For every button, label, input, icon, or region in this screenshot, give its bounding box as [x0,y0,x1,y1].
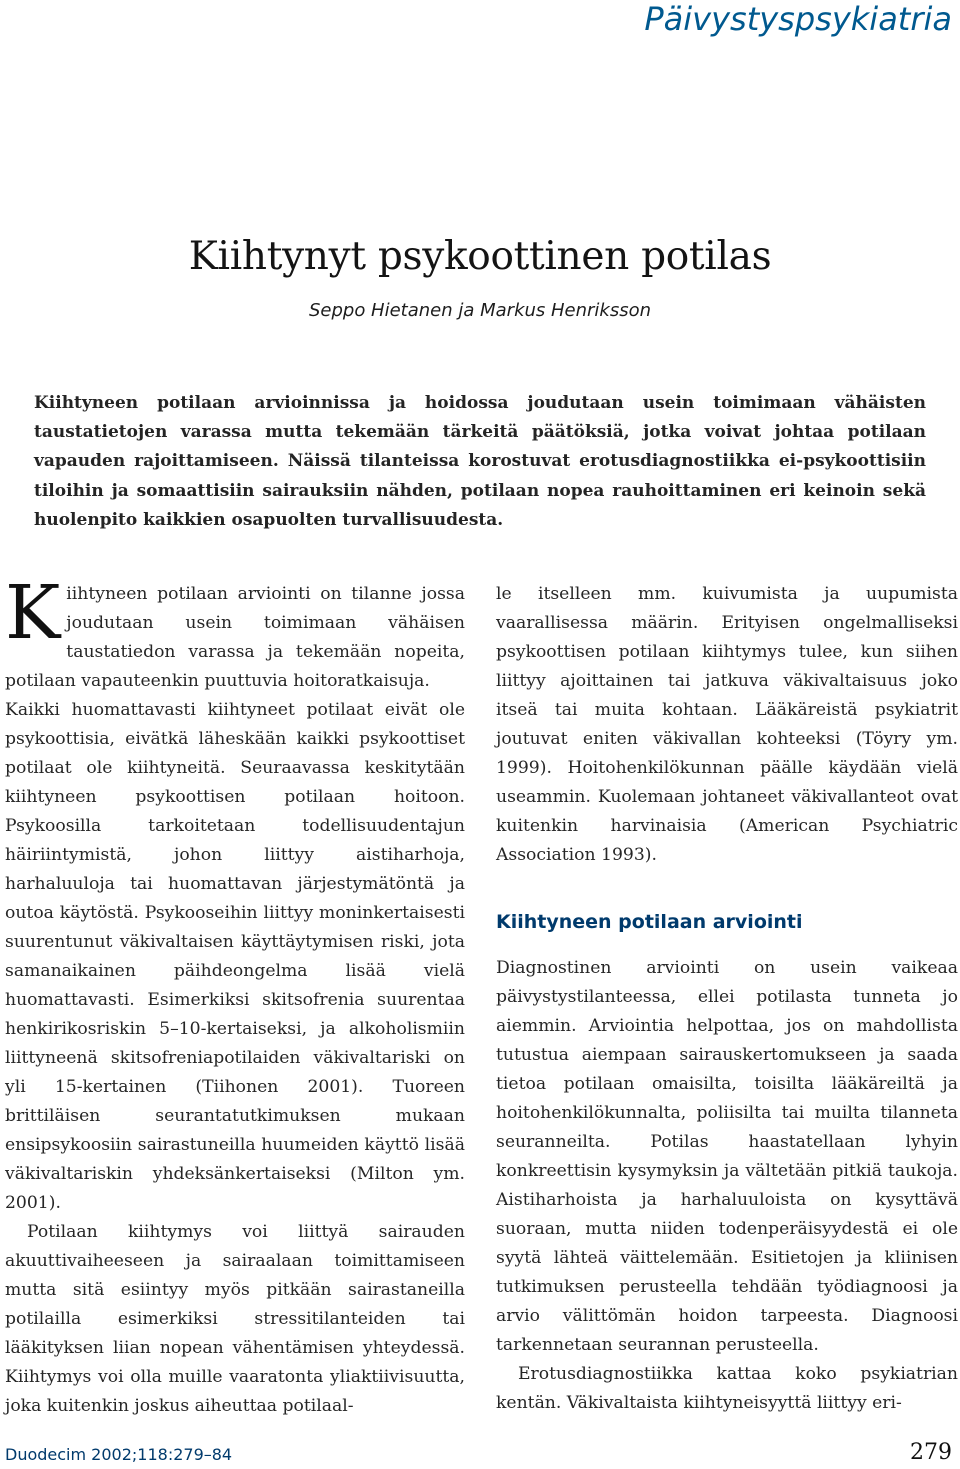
intro-paragraph [5,570,465,696]
body-paragraph: le itselleen mm. kuivumista ja uupumista vaarallisessa määrin. Erityisen ongelmalliseksi psykoottisen potilaan kiihtymys tulee, kun siihen liittyy ajoittainen tai jatkuva väkivaltaisuus joko itseä tai muita kohtaan. Lääkäreistä psykiatrit joutuvat eniten väkivallan kohteeksi (Töyry ym. 1999). Hoitohenkilökunnan päälle käydään vielä useammin. Kuolemaan johtaneet väkivallanteot ovat kuitenkin harvinaisia (American Psychiatric Association 1993). [496,584,958,865]
footer-citation: Duodecim 2002;118:279–84 [5,1445,233,1464]
drop-cap: K [5,570,61,656]
right-column [496,580,958,1418]
body-paragraph: Erotusdiagnostiikka kattaa koko psykiatrian kentän. Väkivaltaista kiihtyneisyyttä liittyy eri- [496,1364,958,1413]
article-abstract: Kiihtyneen potilaan arvioinnissa ja hoidossa joudutaan usein toimimaan vähäisten taustatietojen varassa mutta tekemään tärkeitä päätöksiä, jotka voivat johtaa potilaan vapauden rajoittamiseen. Näissä tilanteissa korostuvat erotusdiagnostiikka ei-psykoottisiin tiloihin ja somaattisiin sairauksiin nähden, potilaan nopea rauhoittaminen eri keinoin sekä huolenpito kaikkien osapuolten turvallisuudesta. [34,393,926,530]
left-column [5,570,465,1421]
body-paragraph: Diagnostinen arviointi on usein vaikeaa päivystystilanteessa, ellei potilasta tunneta jo aiemmin. Arviointia helpottaa, jos on mahdollista tutustua aiempaan sairauskertomukseen ja saada tietoa potilaan omaisilta, toisilta lääkäreiltä ja hoitohenkilökunnalta, poliisilta tai muilta tilanneta seuranneilta. Potilas haastatellaan lyhyin konkreettisin kysymyksin ja vältetään pitkiä taukoja. Aistiharhoista ja harhaluuloista on kysyttävä suoraan, mutta niiden todenperäisyydestä ei ole syytä lähteä väittelemään. Esitietojen ja kliinisen tutkimuksen perusteella tehdään työdiagnoosi ja arvio välittömän hoidon tarpeesta. Diagnoosi tarkennetaan seurannan perusteella. [496,958,958,1355]
article-title: Kiihtynyt psykoottinen potilas [188,234,772,279]
article-authors: Seppo Hietanen ja Markus Henriksson [308,300,652,321]
intro-paragraph-text: iihtyneen potilaan arviointi on tilanne jossa joudutaan usein toimimaan vähäisen taustatiedon varassa ja tekemään nopeita, potilaan vapauteenkin puuttuvia hoitoratkaisuja. [5,584,465,691]
body-paragraph: Kaikki huomattavasti kiihtyneet potilaat eivät ole psykoottisia, eivätkä läheskään kaikki psykoottiset potilaat ole kiihtyneitä. Seuraavassa keskitytään kiihtyneen psykoottisen potilaan hoitoon. Psykoosilla tarkoitetaan todellisuudentajun häiriintymistä, johon liittyy aistiharhoja, harhaluuloja tai huomattavan järjestymätöntä ja outoa käytöstä. Psykooseihin liittyy moninkertaisesti suurentunut väkivaltaisen käyttäytymisen riski, jota samanaikainen päihdeongelma lisää vielä huomattavasti. Esimerkiksi skitsofrenia suurentaa henkirikosriskin 5–10-kertaiseksi, ja alkoholismiin liittyneenä skitsofreniapotilaiden väkivaltariski on yli 15-kertainen (Tiihonen 2001). Tuoreen brittiläisen seurantatutkimuksen mukaan ensipsykoosiin sairastuneilla huumeiden käyttö lisää väkivaltariskin yhdeksänkertaiseksi (Milton ym. 2001). [5,700,465,1213]
body-paragraph: Potilaan kiihtymys voi liittyä sairauden akuuttivaiheeseen ja sairaalaan toimittamiseen mutta sitä esiintyy myös pitkään sairastaneilla potilailla esimerkiksi stressitilanteiden tai lääkityksen liian nopean vähentämisen yhteydessä. Kiihtymys voi olla muille vaaratonta yliaktiivisuutta, joka kuitenkin joskus aiheuttaa potilaal- [5,1222,465,1416]
section-heading: Kiihtyneen potilaan arviointi [496,911,803,933]
journal-section-header: Päivystyspsykiatria [644,0,952,38]
page-number: 279 [910,1440,952,1465]
